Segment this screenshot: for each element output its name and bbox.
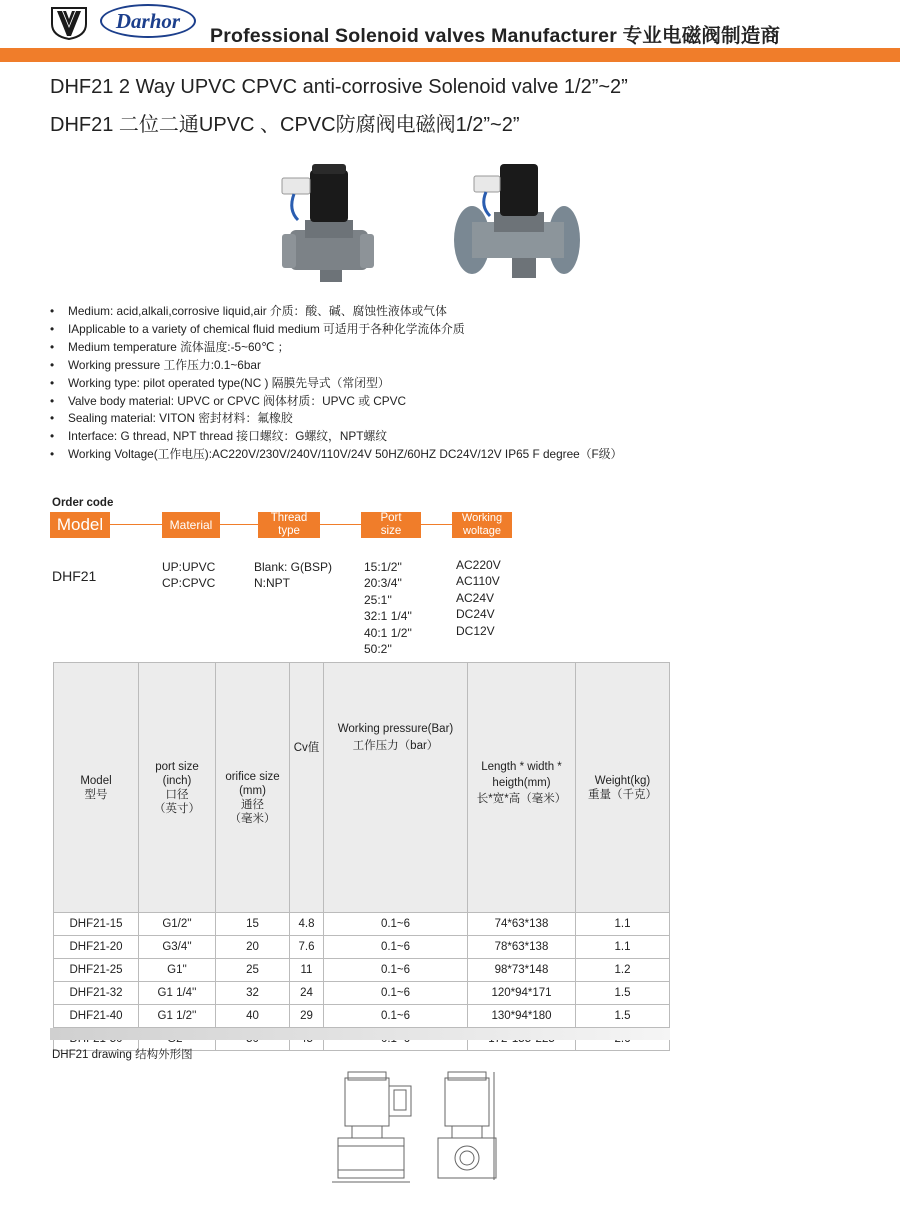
table-cell: 120*94*171: [468, 982, 576, 1005]
col-header-dimensions: Length * width * heigth(mm) 长*宽*高（毫米）: [468, 663, 576, 913]
logo-text: Darhor: [115, 8, 181, 33]
valve-drawing-side: [430, 1068, 500, 1188]
order-material-values: UP:UPVC CP:CPVC: [162, 560, 216, 591]
order-box-voltage: Working woltage: [452, 512, 512, 538]
table-cell: 4.8: [290, 913, 324, 936]
col-header-orifice: orifice size (mm) 通径 （毫米）: [216, 663, 290, 913]
order-box-material: Material: [162, 512, 220, 538]
table-row: [54, 982, 670, 1005]
feature-item: • Working pressure 工作压力:0.1~6bar: [50, 357, 261, 372]
table-cell: 0.1~6: [324, 959, 468, 982]
valve-drawing-front: [330, 1068, 420, 1188]
table-cell: 1.2: [576, 959, 670, 982]
feature-item: • Medium temperature 流体温度:-5~60℃ ；: [50, 339, 290, 354]
table-cell: 0.1~6: [324, 1005, 468, 1028]
table-cell: 0.1~6: [324, 982, 468, 1005]
table-row: [54, 936, 670, 959]
table-row: [54, 1005, 670, 1028]
feature-item: • Working Voltage(工作电压):AC220V/230V/240V/110V/24V 50HZ/60HZ DC24V/12V IP65 F degree（F级）: [50, 447, 623, 462]
table-cell: 1.1: [576, 913, 670, 936]
feature-item: • Sealing material: VITON 密封材料：氟橡胶: [50, 411, 293, 426]
table-cell: DHF21-40: [54, 1005, 139, 1028]
order-box-thread: Thread type: [258, 512, 320, 538]
table-cell: 1.5: [576, 1005, 670, 1028]
feature-item: • IApplicable to a variety of chemical fluid medium 可适用于各种化学流体介质: [50, 321, 465, 336]
order-box-port: Port size: [361, 512, 421, 538]
table-cell: 0.1~6: [324, 936, 468, 959]
table-row: [54, 959, 670, 982]
col-header-cv: Cv值: [290, 663, 324, 913]
table-cell: DHF21-32: [54, 982, 139, 1005]
table-cell: 0.1~6: [324, 913, 468, 936]
brand-logo: [100, 4, 196, 38]
table-cell: 29: [290, 1005, 324, 1028]
table-cell: 25: [216, 959, 290, 982]
page-title-cn: DHF21 二位二通UPVC 、CPVC防腐阀电磁阀1/2”~2”: [50, 114, 520, 136]
order-code-label: Order code: [52, 497, 114, 509]
order-connector: [110, 524, 162, 525]
col-header-port-size: port size (inch) 口径 （英寸）: [139, 663, 216, 913]
feature-item: • Interface: G thread, NPT thread 接口螺纹：G螺纹，NPT螺纹: [50, 429, 388, 444]
order-connector: [421, 524, 452, 525]
page-title-en: DHF21 2 Way UPVC CPVC anti-corrosive Solenoid valve 1/2”~2”: [50, 76, 628, 98]
feature-item: • Valve body material: UPVC or CPVC 阀体材质：UPVC 或 CPVC: [50, 393, 407, 408]
table-cell: G1 1/2'': [139, 1005, 216, 1028]
table-header-row: [54, 663, 670, 913]
table-cell: G1 1/4'': [139, 982, 216, 1005]
header-tagline: Professional Solenoid valves Manufacturer 专业电磁阀制造商: [210, 25, 781, 47]
feature-item: • Medium: acid,alkali,corrosive liquid,air 介质：酸、碱、腐蚀性液体或气体: [50, 304, 447, 318]
table-cell: 98*73*148: [468, 959, 576, 982]
order-model-value: DHF21: [52, 568, 97, 584]
valve-photo-threaded: [280, 160, 376, 285]
table-cell: G1/2'': [139, 913, 216, 936]
col-header-model: Model 型号: [54, 663, 139, 913]
header-divider: [0, 48, 900, 62]
drawing-label: DHF21 drawing 结构外形图: [52, 1049, 193, 1061]
order-port-values: 15:1/2'' 20:3/4'' 25:1'' 32:1 1/4'' 40:1 1/2'' 50:2'': [364, 560, 412, 657]
table-cell: 78*63*138: [468, 936, 576, 959]
order-connector: [320, 524, 361, 525]
table-cell: 20: [216, 936, 290, 959]
feature-item: • Working type: pilot operated type(NC ) 隔膜先导式（常闭型）: [50, 375, 390, 390]
order-thread-values: Blank: G(BSP) N:NPT: [254, 560, 333, 591]
table-cell: 32: [216, 982, 290, 1005]
order-voltage-values: AC220V AC110V AC24V DC24V DC12V: [456, 558, 501, 638]
table-cell: 1.5: [576, 982, 670, 1005]
table-cell: 1.1: [576, 936, 670, 959]
table-row: [54, 913, 670, 936]
order-box-model: Model: [50, 512, 110, 538]
table-cell: DHF21-20: [54, 936, 139, 959]
table-cell: DHF21-15: [54, 913, 139, 936]
feature-list: [50, 303, 890, 464]
col-header-pressure: Working pressure(Bar) 工作压力（bar）: [324, 663, 468, 913]
col-header-weight: Weight(kg) 重量（千克）: [576, 663, 670, 913]
spec-table: [53, 662, 670, 1051]
table-cell: 15: [216, 913, 290, 936]
order-connector: [220, 524, 258, 525]
valve-photo-flanged: [452, 160, 582, 285]
section-divider: [50, 1028, 670, 1040]
table-cell: DHF21-25: [54, 959, 139, 982]
table-cell: 74*63*138: [468, 913, 576, 936]
table-cell: 24: [290, 982, 324, 1005]
shield-logo-icon: [50, 6, 88, 40]
table-cell: 11: [290, 959, 324, 982]
table-cell: 40: [216, 1005, 290, 1028]
table-cell: G1'': [139, 959, 216, 982]
table-cell: G3/4'': [139, 936, 216, 959]
table-cell: 7.6: [290, 936, 324, 959]
table-cell: 130*94*180: [468, 1005, 576, 1028]
